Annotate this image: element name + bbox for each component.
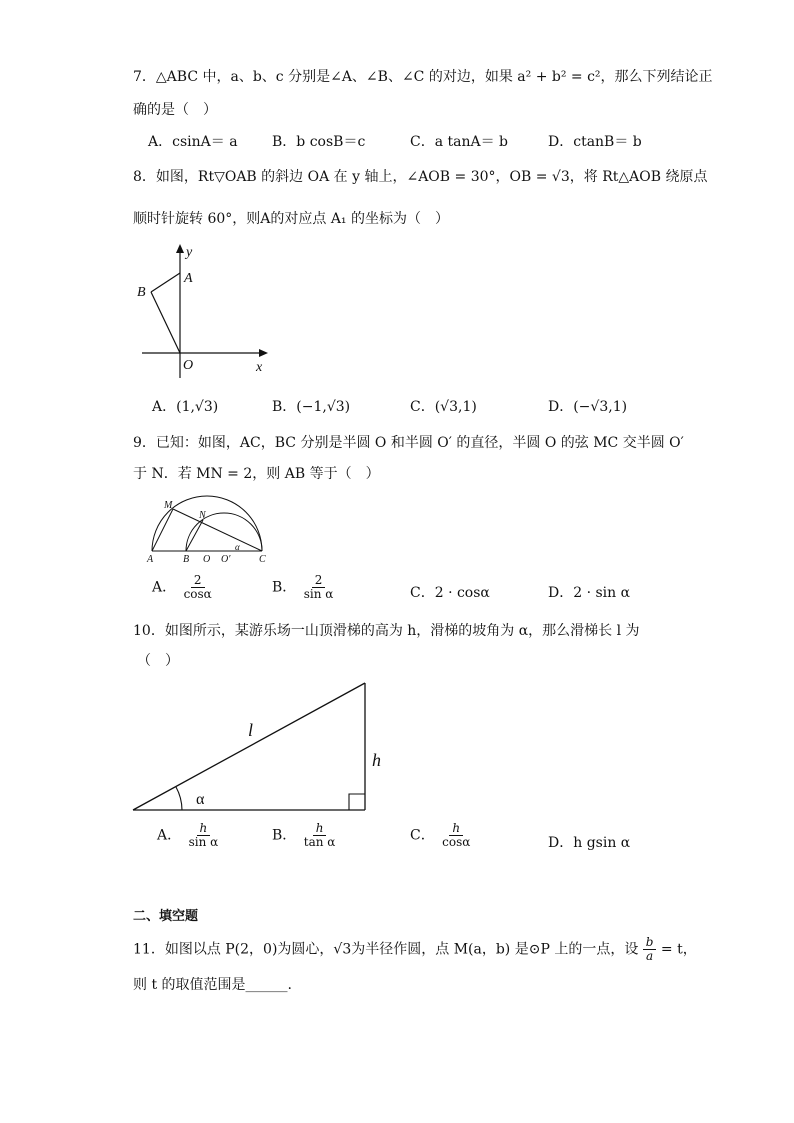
q11-fraction: [643, 936, 657, 963]
q9-option-d: D．2 · sin α: [548, 585, 631, 601]
slide-hypotenuse: [133, 683, 365, 810]
q9-option-a: [152, 574, 215, 601]
q10-option-a: [157, 822, 221, 849]
x-axis-arrow: [259, 349, 268, 357]
frac-num: 2: [312, 574, 326, 588]
y-axis-arrow: [176, 244, 184, 253]
frac-num: h: [313, 822, 327, 836]
frac-num: b: [643, 936, 657, 950]
frac-den: sin α: [303, 587, 334, 601]
right-angle-mark: [349, 794, 365, 810]
frac-den: a: [646, 949, 654, 963]
section-title: 二、填空题: [133, 909, 199, 924]
q10-option-b: [272, 822, 338, 849]
q9-option-b: [272, 574, 336, 601]
q10-figure: [130, 680, 390, 815]
q8-option-d: D．(−√3,1): [548, 399, 628, 415]
q8-option-b: B．(−1,√3): [272, 399, 351, 415]
q10-option-c-prefix: C．: [410, 827, 435, 844]
q10-line1: 10．如图所示，某游乐场一山顶滑梯的高为 h，滑梯的坡角为 α，那么滑梯长 l 为: [133, 623, 640, 639]
frac-den: cosα: [442, 835, 471, 849]
frac-den: tan α: [303, 835, 336, 849]
q9-line1: 9．已知：如图，AC，BC 分别是半圆 O 和半圆 O′ 的直径，半圆 O 的弦 MC 交半圆 O′: [133, 435, 684, 451]
q9-option-b-fraction: [301, 574, 337, 601]
label-o: O: [183, 358, 194, 373]
frac-num: h: [197, 822, 211, 836]
segment-am: [152, 509, 173, 551]
q7-option-c: C．a tanA＝ b: [410, 134, 509, 150]
q7-option-d: D．ctanB＝ b: [548, 134, 642, 150]
q9-option-a-prefix: A．: [152, 579, 177, 596]
label-alpha: α: [235, 542, 240, 552]
q10-option-c: [410, 822, 473, 849]
label-h: h: [372, 750, 381, 770]
q11-line1: [133, 936, 697, 963]
q11-line1-tail: = t，: [660, 941, 697, 958]
segment-ab: [151, 273, 180, 292]
q8-line1: 8．如图，Rt▽OAB 的斜边 OA 在 y 轴上，∠AOB = 30°，OB = √3，将 Rt△AOB 绕原点: [133, 169, 708, 185]
q9-figure: [140, 490, 280, 570]
q7-line1: 7．△ABC 中，a、b、c 分别是∠A、∠B、∠C 的对边，如果 a² + b² = c²，那么下列结论正: [133, 69, 713, 85]
label-b: B: [137, 285, 146, 300]
q7-option-b: B．b cosB＝c: [272, 134, 366, 150]
label-b: B: [183, 554, 190, 565]
q9-option-b-prefix: B．: [272, 579, 297, 596]
label-a: A: [184, 271, 193, 286]
label-alpha: α: [196, 791, 205, 808]
q7-option-a: A．csinA＝ a: [148, 134, 238, 150]
segment-bn: [186, 520, 203, 551]
label-n: N: [199, 510, 206, 521]
q11-line2: 则 t 的取值范围是______.: [133, 977, 292, 993]
label-l: l: [248, 720, 254, 740]
q8-line2: 顺时针旋转 60°，则A的对应点 A₁ 的坐标为（ ）: [133, 211, 449, 227]
q10-line2: （ ）: [137, 653, 179, 669]
q10-option-b-fraction: [301, 822, 339, 849]
frac-den: sin α: [188, 835, 219, 849]
label-x: x: [256, 360, 263, 375]
q8-option-a: A．(1,√3): [152, 399, 219, 415]
q10-option-a-prefix: A．: [157, 827, 182, 844]
q10-option-d: D．h gsin α: [548, 835, 631, 851]
frac-num: h: [449, 822, 463, 836]
q9-option-c: C．2 · cosα: [410, 585, 490, 601]
q7-line2: 确的是（ ）: [133, 102, 217, 118]
label-m: M: [164, 500, 173, 511]
q9-option-a-fraction: [181, 574, 215, 601]
label-o: O: [203, 554, 211, 565]
q9-line2: 于 N．若 MN = 2，则 AB 等于（ ）: [133, 466, 380, 482]
segment-bo: [151, 292, 180, 353]
q8-option-c: C．(√3,1): [410, 399, 477, 415]
label-o-prime: O′: [221, 554, 231, 565]
frac-num: 2: [191, 574, 205, 588]
label-c: C: [259, 554, 266, 565]
frac-den: cosα: [183, 587, 212, 601]
q10-option-a-fraction: [186, 822, 222, 849]
label-a: A: [147, 554, 154, 565]
label-y: y: [186, 245, 193, 260]
q11-line1-text: 11．如图以点 P(2，0)为圆心，√3为半径作圆，点 M(a，b) 是⊙P 上的一点，设: [133, 941, 639, 958]
q8-figure: [130, 238, 280, 378]
q10-option-c-fraction: [439, 822, 473, 849]
angle-arc: [176, 787, 182, 810]
q10-option-b-prefix: B．: [272, 827, 297, 844]
